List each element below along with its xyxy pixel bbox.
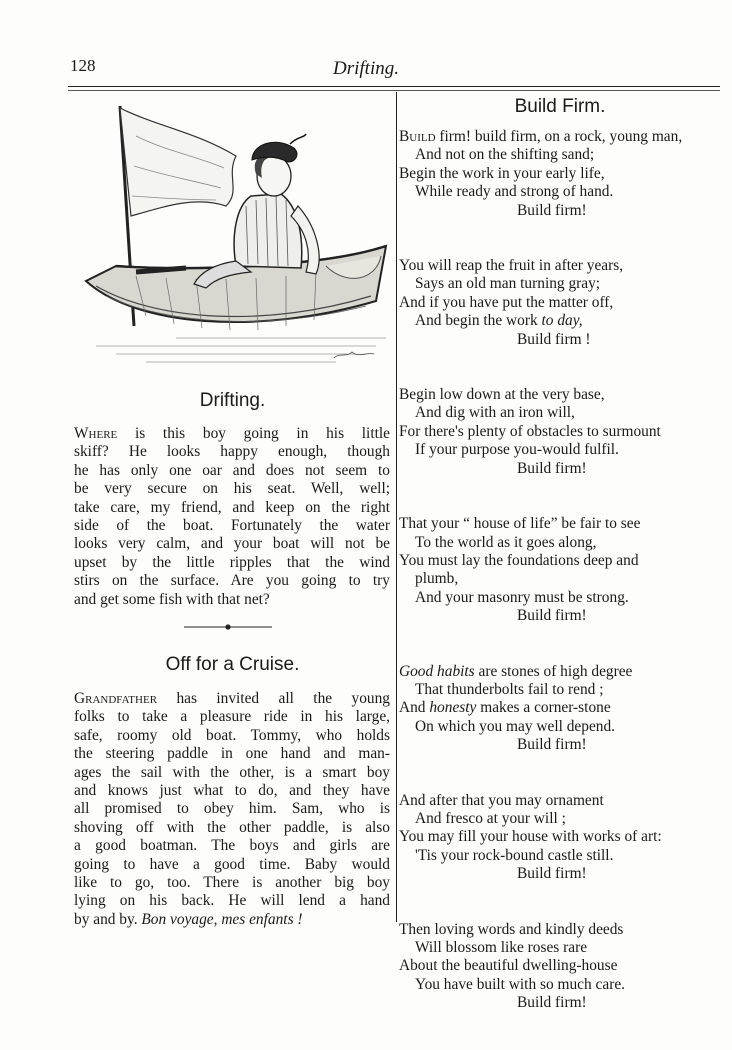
poem-line: And begin the work to day,	[415, 312, 583, 330]
text-line: like to go, too. There is another big boy	[74, 874, 390, 892]
poem-line: And your masonry must be strong.	[415, 588, 629, 606]
text-line: side of the boat. Fortunately the water	[74, 517, 390, 535]
poem-line: And not on the shifting sand;	[415, 146, 595, 164]
text-line: looks very calm, and your boat will not be	[74, 535, 390, 553]
poem-line: Begin the work in your early life,	[399, 164, 605, 182]
italic-phrase: Good habits	[399, 662, 475, 680]
poem-refrain: Build firm !	[517, 330, 591, 348]
poem-line: 'Tis your rock-bound castle still.	[415, 846, 614, 864]
poem-stanza	[399, 515, 721, 625]
drop-word: Where	[74, 425, 118, 442]
poem-stanza	[399, 792, 721, 884]
text-line: ages the sail with the other, is a smart boy	[74, 763, 390, 781]
poem-body	[399, 128, 721, 1050]
poem-refrain: Build firm!	[517, 994, 587, 1012]
poem-stanza	[399, 128, 721, 220]
text-line: a good boatman. The boys and girls are	[74, 837, 390, 855]
poem-line: And if you have put the matter off,	[399, 293, 614, 311]
poem-line: Build firm! build firm, on a rock, young man,	[399, 128, 683, 145]
poem-line: You have built with so much care.	[415, 975, 626, 993]
italic-phrase: honesty	[429, 699, 477, 717]
poem-line: plumb,	[415, 570, 459, 588]
page-number: 128	[70, 56, 96, 75]
poem-stanza	[399, 663, 721, 755]
text-line: he has only one oar and does not seem to	[74, 461, 390, 479]
text-line: safe, roomy old boat. Tommy, who holds	[74, 726, 390, 744]
poem-line: You may fill your house with works of art:	[399, 828, 662, 846]
poem-line: You will reap the fruit in after years,	[399, 257, 624, 275]
text-line: and get some fish with that net?	[74, 590, 270, 608]
poem-line: And after that you may ornament	[399, 791, 604, 809]
cruise-title: Off for a Cruise.	[165, 654, 300, 675]
poem-refrain: Build firm!	[517, 459, 587, 477]
poem-line: Then loving words and kindly deeds	[399, 920, 624, 938]
text-line: upset by the little ripples that the wind	[74, 553, 390, 571]
text-line: going to have a good time. Baby would	[74, 855, 390, 873]
poem-refrain: Build firm!	[517, 865, 587, 883]
poem-line: Good habits are stones of high degree	[399, 662, 633, 680]
text-line: stirs on the surface. Are you going to try	[74, 572, 390, 590]
italic-phrase: to day,	[541, 312, 583, 330]
text-line: lying on his back. He will lend a hand	[74, 892, 390, 910]
text-line: Grandfather has invited all the young	[74, 690, 390, 707]
poem-line: And honesty makes a corner-stone	[399, 699, 611, 717]
poem-line: Will blossom like roses rare	[415, 939, 588, 956]
poem-line: For there's plenty of obstacles to surmount	[399, 422, 661, 440]
text-line: shoving off with the other paddle, is also	[74, 818, 390, 836]
section-ornament-icon	[184, 622, 272, 632]
poem-title: Build Firm.	[514, 96, 606, 117]
poem-stanza	[399, 257, 721, 349]
drop-word: Grandfather	[74, 690, 158, 707]
poem-line: Says an old man turning gray;	[415, 275, 601, 293]
text-line: the steering paddle in one hand and man-	[74, 745, 390, 763]
poem-line: To the world as it goes along,	[415, 533, 597, 551]
poem-line: And dig with an iron will,	[415, 404, 575, 422]
drop-word: Build	[399, 128, 436, 145]
drifting-paragraph	[74, 425, 390, 609]
text-line: take care, my friend, and keep on the right	[74, 498, 390, 516]
header-rule-thin	[68, 90, 720, 91]
poem-line: On which you may well depend.	[415, 717, 616, 735]
poem-stanza	[399, 921, 721, 1013]
poem-line: While ready and strong of hand.	[415, 183, 614, 201]
text-line: Where is this boy going in his little	[74, 425, 390, 442]
text-line: by and by. Bon voyage, mes enfants !	[74, 910, 303, 928]
running-head: Drifting.	[333, 58, 399, 79]
poem-line: That your “ house of life” be fair to see	[399, 515, 641, 533]
poem-refrain: Build firm!	[517, 736, 587, 754]
poem-refrain: Build firm!	[517, 607, 587, 625]
boy-in-skiff-engraving-icon	[76, 96, 396, 378]
text-line: and knows just what to do, and they have	[74, 782, 390, 800]
poem-refrain: Build firm!	[517, 201, 587, 219]
text-line: skiff? He looks happy enough, though	[74, 443, 390, 461]
text-line: all promised to obey him. Sam, who is	[74, 800, 390, 818]
poem-line: About the beautiful dwelling-house	[399, 957, 618, 975]
poem-line: If your purpose you-would fulfil.	[415, 441, 619, 459]
poem-line: And fresco at your will ;	[415, 809, 566, 827]
text-line: folks to take a pleasure ride in his large,	[74, 708, 390, 726]
text-line: be very secure on his seat. Well, well;	[74, 480, 390, 498]
poem-line: Begin low down at the very base,	[399, 386, 605, 404]
italic-phrase: Bon voyage, mes enfants !	[141, 910, 303, 928]
column-divider	[396, 92, 397, 922]
poem-line: You must lay the foundations deep and	[399, 551, 639, 569]
poem-stanza	[399, 386, 721, 478]
drifting-title: Drifting.	[199, 390, 266, 411]
cruise-paragraph	[74, 690, 390, 929]
header-rule	[68, 86, 720, 87]
poem-line: That thunderbolts fail to rend ;	[415, 680, 604, 698]
